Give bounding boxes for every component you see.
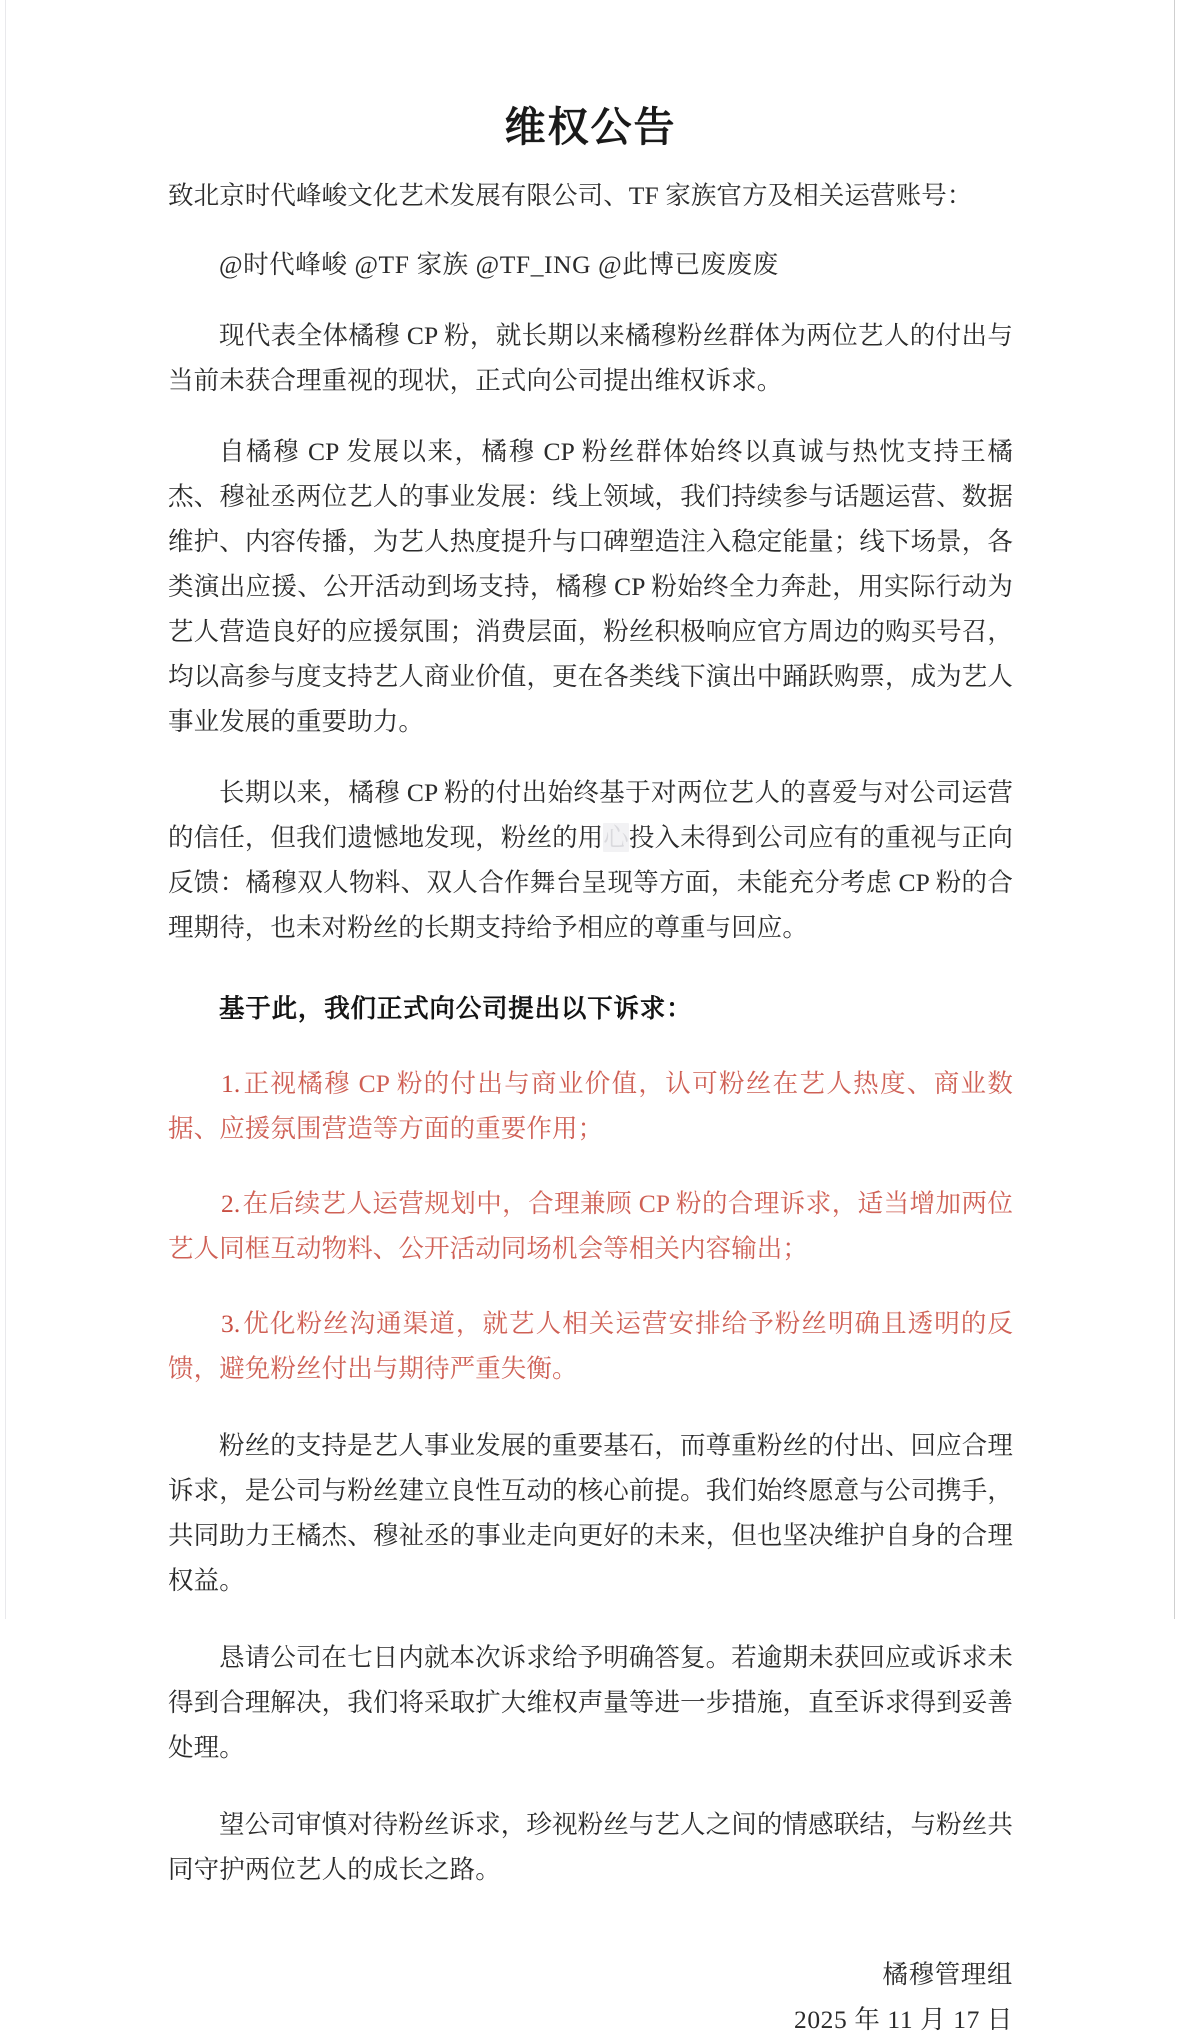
demand-text-3: 优化粉丝沟通渠道，就艺人相关运营安排给予粉丝明确且透明的反馈，避免粉丝付出与期待严重失衡。 <box>168 1309 1013 1384</box>
cornerstone-paragraph: 粉丝的支持是艺人事业发展的重要基石，而尊重粉丝的付出、回应合理诉求，是公司与粉丝建立良性互动的核心前提。我们始终愿意与公司携手，共同助力王橘杰、穆祉丞的事业走向更好的未来，但也坚决维护自身的合理权益。 <box>168 1431 1013 1596</box>
demand-item-3 <box>168 1301 1013 1391</box>
demands-heading: 基于此，我们正式向公司提出以下诉求： <box>219 994 693 1024</box>
demand-item-2 <box>168 1181 1013 1271</box>
demand-text-2: 在后续艺人运营规划中，合理兼顾 CP 粉的合理诉求，适当增加两位艺人同框互动物料、公开活动同场机会等相关内容输出； <box>168 1189 1013 1264</box>
demand-item-1 <box>168 1061 1013 1151</box>
addressee-line: 致北京时代峰峻文化艺术发展有限公司、TF 家族官方及相关运营账号： <box>168 181 973 211</box>
demand-text-1: 正视橘穆 CP 粉的付出与商业价值，认可粉丝在艺人热度、商业数据、应援氛围营造等方面的重要作用； <box>168 1069 1013 1144</box>
signature-date: 2025 年 11 月 17 日 <box>793 2005 1013 2035</box>
social-handles-line: @时代峰峻 @TF 家族 @TF_ING @此博已废废废 <box>219 250 779 280</box>
signature-block <box>168 1952 1013 2042</box>
appeal-paragraph: 望公司审慎对待粉丝诉求，珍视粉丝与艺人之间的情感联结，与粉丝共同守护两位艺人的成长之路。 <box>168 1810 1013 1885</box>
demand-number-3: 3. <box>221 1309 241 1339</box>
grievance-text-before: 长期以来，橘穆 CP 粉的付出始终基于对两位艺人的喜爱与对公司运营的信任，但我们遗憾地发现，粉丝的用 <box>168 778 1013 853</box>
intro-paragraph: 现代表全体橘穆 CP 粉，就长期以来橘穆粉丝群体为两位艺人的付出与当前未获合理重视的现状，正式向公司提出维权诉求。 <box>168 321 1013 396</box>
grievance-text-after: 投入未得到公司应有的重视与正向反馈：橘穆双人物料、双人合作舞台呈现等方面，未能充分考虑 CP 粉的合理期待，也未对粉丝的长期支持给予相应的尊重与回应。 <box>168 823 1013 943</box>
page-title: 维权公告 <box>504 104 677 150</box>
page-right-edge-rule <box>1174 0 1175 1619</box>
grievance-paragraph <box>168 770 1013 950</box>
history-paragraph: 自橘穆 CP 发展以来，橘穆 CP 粉丝群体始终以真诚与热忱支持王橘杰、穆祉丞两位艺人的事业发展：线上领域，我们持续参与话题运营、数据维护、内容传播，为艺人热度提升与口碑塑造注入稳定能量；线下场景，各类演出应援、公开活动到场支持，橘穆 CP 粉始终全力奔赴，用实际行动为艺人营造良好的应援氛围；消费层面，粉丝积极响应官方周边的购买号召，均以高参与度支持艺人商业价值，更在各类线下演出中踊跃购票，成为艺人事业发展的重要助力。 <box>168 437 1013 737</box>
deadline-paragraph: 恳请公司在七日内就本次诉求给予明确答复。若逾期未获回应或诉求未得到合理解决，我们将采取扩大维权声量等进一步措施，直至诉求得到妥善处理。 <box>168 1643 1013 1763</box>
signature-group: 橘穆管理组 <box>882 1960 1013 1990</box>
demand-number-2: 2. <box>221 1189 241 1219</box>
obscured-glyph-run: 心 <box>603 823 629 853</box>
page-left-edge-rule <box>5 0 6 1619</box>
demand-number-1: 1. <box>221 1069 241 1099</box>
document-body <box>168 0 1013 2042</box>
